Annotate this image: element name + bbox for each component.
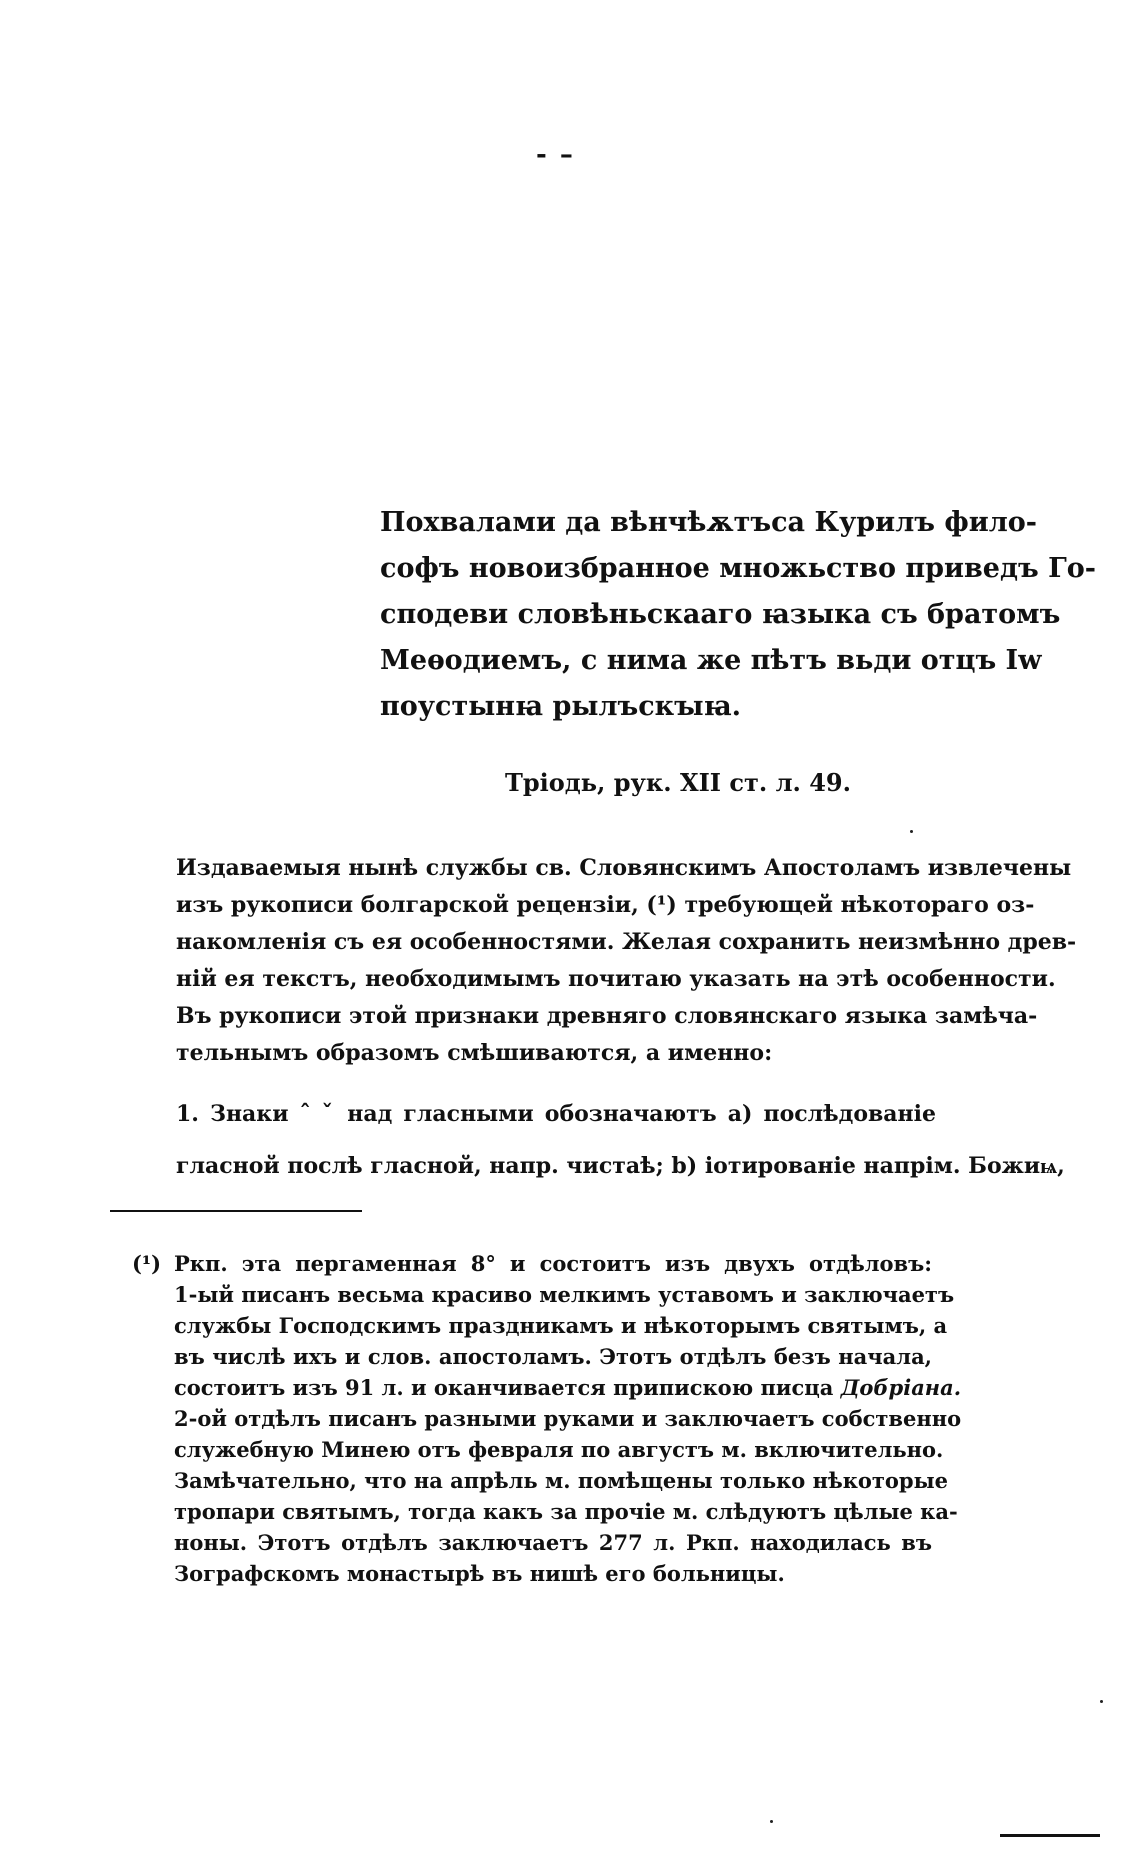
- footnote-line: Замѣчательно, что на апрѣль м. помѣщены только нѣкоторые: [174, 1468, 949, 1493]
- epigraph-line: Похвалами да вѣнчѣѫтъса Курилъ фило-: [380, 507, 1037, 538]
- epigraph-line: софъ новоизбранное множьство приведъ Го-: [380, 553, 1096, 584]
- footnote-line: тропари святымъ, тогда какъ за прочіе м. слѣдуютъ цѣлые ка-: [174, 1499, 958, 1524]
- footnote-line: ноны. Этотъ отдѣлъ заключаетъ 277 л. Ркп. находилась въ: [174, 1530, 932, 1555]
- footnote-line: служебную Минею отъ февраля по августъ м. включительно.: [174, 1437, 944, 1462]
- footnote-line-text: состоитъ изъ 91 л. и оканчивается припискою писца: [174, 1375, 841, 1400]
- epigraph-line: поустынꙗ рылъскꙑꙗ.: [380, 691, 742, 722]
- numbered-list-item: [176, 1088, 1065, 1192]
- footnote-line: Зографскомъ монастырѣ въ нишѣ его больницы.: [174, 1561, 785, 1586]
- bottom-edge-mark: [1000, 1834, 1100, 1837]
- list-line: гласной послѣ гласной, напр. чистаѣ; b) іотированіе напрім. Божиѩ,: [176, 1153, 1065, 1179]
- scribe-name: Добріана.: [840, 1375, 962, 1400]
- footnote-line: службы Господскимъ праздникамъ и нѣкоторымъ святымъ, а: [174, 1313, 948, 1338]
- body-line: изъ рукописи болгарской рецензіи, (¹) требующей нѣкотораго оз-: [176, 892, 1035, 918]
- footnote-body: [174, 1248, 962, 1589]
- epigraph-source: Тріодь, рук. XII ст. л. 49.: [505, 768, 851, 797]
- footnote-separator: [110, 1210, 362, 1212]
- footnote-line: 1-ый писанъ весьма красиво мелкимъ уставомъ и заключаетъ: [174, 1282, 955, 1307]
- epigraph: [380, 500, 1096, 730]
- scan-speck: [910, 830, 913, 833]
- body-paragraph: [176, 850, 1077, 1072]
- epigraph-line: Меѳодиемъ, с нима же пѣтъ вьди отцъ Іw: [380, 645, 1042, 676]
- body-line: Въ рукописи этой признаки древняго словянскаго языка замѣча-: [176, 1003, 1038, 1029]
- epigraph-line: сподеви словѣньскааго ꙗзыка съ братомъ: [380, 599, 1061, 630]
- scan-speck: [770, 1820, 773, 1823]
- body-line: тельнымъ образомъ смѣшиваются, а именно:: [176, 1040, 773, 1066]
- footnote-marker: (¹): [132, 1251, 162, 1276]
- footnote-line: Ркп. эта пергаменная 8° и состоитъ изъ двухъ отдѣловъ:: [174, 1251, 932, 1276]
- footnote-line-with-scribe: [174, 1372, 962, 1403]
- footnote-line: 2-ой отдѣлъ писанъ разными руками и заключаетъ собственно: [174, 1406, 962, 1431]
- body-line: ній ея текстъ, необходимымъ почитаю указать на этѣ особенности.: [176, 966, 1056, 992]
- body-line: накомленія съ ея особенностями. Желая сохранить неизмѣнно древ-: [176, 929, 1077, 955]
- page-header-mark: - –: [536, 140, 575, 170]
- list-line: 1. Знаки ˆ ˇ над гласными обозначаютъ а) послѣдованіе: [176, 1101, 936, 1127]
- footnote-line: въ числѣ ихъ и слов. апостоламъ. Этотъ отдѣлъ безъ начала,: [174, 1344, 932, 1369]
- body-line: Издаваемыя нынѣ службы св. Словянскимъ Апостоламъ извлечены: [176, 855, 1072, 881]
- scan-speck: [1100, 1700, 1103, 1703]
